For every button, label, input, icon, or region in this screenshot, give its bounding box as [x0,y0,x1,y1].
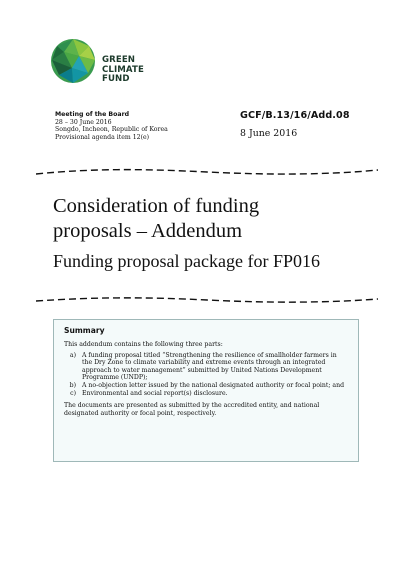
list-marker: c) [70,389,76,397]
summary-list [64,352,348,398]
list-marker: b) [69,381,76,389]
summary-heading: Summary [64,326,105,335]
list-item [64,382,348,390]
meeting-location: Songdo, Incheon, Republic of Korea [55,126,168,134]
logo-line-fund: FUND [102,74,130,85]
summary-box [53,319,359,462]
list-item-text: A funding proposal titled “Strengthening the resilience of smallholder farmers in the Dry Zone to climate variability and extreme events through an integrated approach to water management” submitted by United Nations Development Programme (UNDP); [82,351,337,382]
summary-closing: The documents are presented as submitted by the accredited entity, and national designated authority or focal point, respectively. [64,402,320,417]
document-code: GCF/B.13/16/Add.08 [240,110,350,121]
list-marker: a) [69,351,76,359]
wave-divider-top [36,168,378,176]
logo-wordmark [102,56,144,85]
logo-line-green: GREEN [102,55,136,65]
list-item-text: A no-objection letter issued by the national designated authority or focal point; and [82,381,345,389]
green-globe-icon [50,38,96,84]
document-subtitle: Funding proposal package for FP016 [53,251,320,271]
title-line-1: Consideration of funding [53,195,260,217]
meeting-agenda: Provisional agenda item 12(e) [55,133,150,141]
meeting-info [55,111,215,141]
meeting-title: Meeting of the Board [55,111,130,118]
list-item [64,352,348,382]
document-reference [240,110,350,139]
logo-line-climate: CLIMATE [102,64,144,75]
gcf-logo [50,38,144,85]
document-title [53,194,259,244]
list-item [64,390,348,398]
list-item-text: Environmental and social report(s) disclosure. [82,389,228,397]
document-date: 8 June 2016 [240,128,298,139]
summary-intro: This addendum contains the following three parts: [64,341,223,348]
title-line-2: proposals – Addendum [53,220,243,242]
wave-divider-bottom [36,296,378,304]
meeting-dates: 28 – 30 June 2016 [55,118,112,126]
